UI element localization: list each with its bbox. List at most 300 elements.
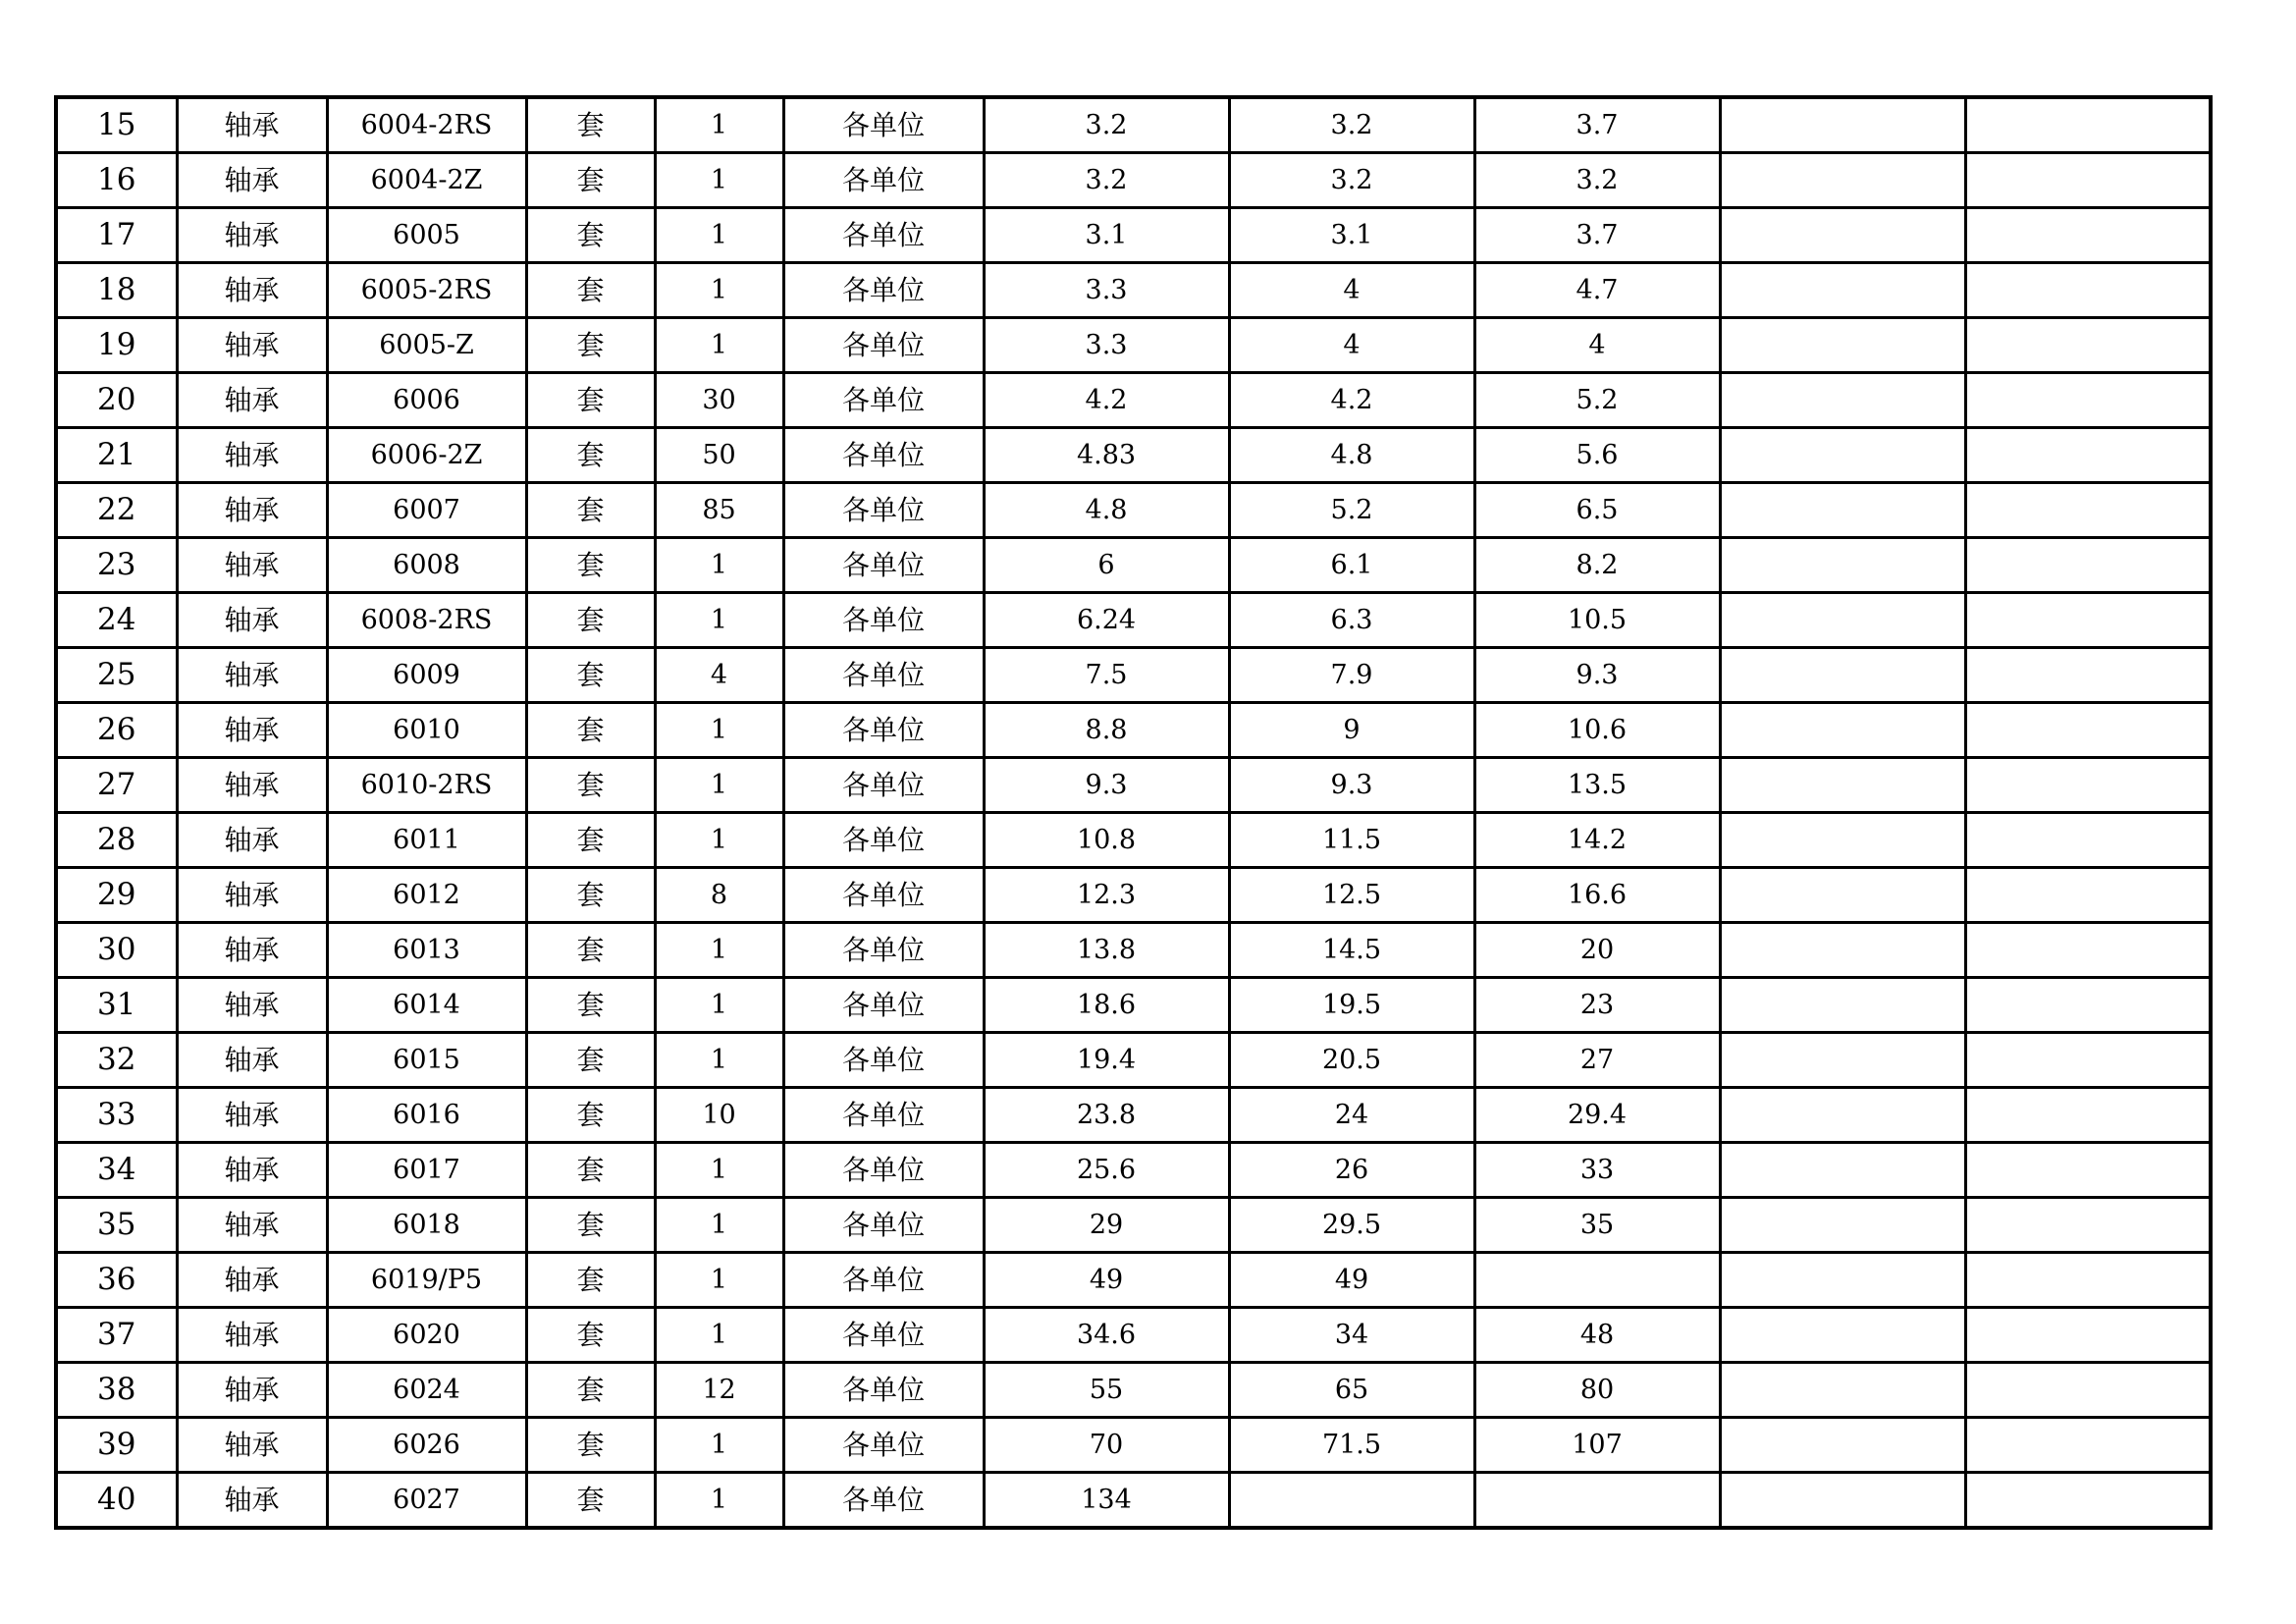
extra-1-cell bbox=[1720, 1418, 1965, 1473]
price-3-cell bbox=[1474, 1473, 1720, 1529]
price-2-cell: 34 bbox=[1229, 1308, 1474, 1363]
price-3-cell: 6.5 bbox=[1474, 483, 1720, 538]
price-3-cell: 29.4 bbox=[1474, 1088, 1720, 1143]
extra-2-cell bbox=[1965, 318, 2211, 373]
extra-2-cell bbox=[1965, 703, 2211, 758]
price-2-cell: 4 bbox=[1229, 263, 1474, 318]
department-cell: 各单位 bbox=[783, 1143, 984, 1198]
price-1-cell: 34.6 bbox=[984, 1308, 1229, 1363]
table-row bbox=[56, 813, 2211, 868]
row-number-cell: 23 bbox=[56, 538, 177, 593]
unit-cell: 套 bbox=[526, 263, 655, 318]
unit-cell: 套 bbox=[526, 703, 655, 758]
department-cell: 各单位 bbox=[783, 1473, 984, 1529]
department-cell: 各单位 bbox=[783, 758, 984, 813]
table-row bbox=[56, 1088, 2211, 1143]
price-3-cell: 8.2 bbox=[1474, 538, 1720, 593]
price-3-cell: 10.6 bbox=[1474, 703, 1720, 758]
model-number-cell: 6004-2Z bbox=[327, 153, 526, 208]
price-2-cell: 26 bbox=[1229, 1143, 1474, 1198]
price-1-cell: 10.8 bbox=[984, 813, 1229, 868]
price-2-cell: 3.2 bbox=[1229, 97, 1474, 153]
model-number-cell: 6013 bbox=[327, 923, 526, 978]
item-name-cell: 轴承 bbox=[177, 263, 327, 318]
extra-2-cell bbox=[1965, 868, 2211, 923]
price-2-cell: 20.5 bbox=[1229, 1033, 1474, 1088]
unit-cell: 套 bbox=[526, 1473, 655, 1529]
table-row bbox=[56, 1473, 2211, 1529]
department-cell: 各单位 bbox=[783, 373, 984, 428]
row-number-cell: 33 bbox=[56, 1088, 177, 1143]
department-cell: 各单位 bbox=[783, 1308, 984, 1363]
price-3-cell: 9.3 bbox=[1474, 648, 1720, 703]
table-row bbox=[56, 593, 2211, 648]
price-2-cell: 9 bbox=[1229, 703, 1474, 758]
table-row bbox=[56, 1253, 2211, 1308]
unit-cell: 套 bbox=[526, 923, 655, 978]
item-name-cell: 轴承 bbox=[177, 318, 327, 373]
unit-cell: 套 bbox=[526, 758, 655, 813]
price-2-cell: 19.5 bbox=[1229, 978, 1474, 1033]
price-3-cell: 5.6 bbox=[1474, 428, 1720, 483]
extra-1-cell bbox=[1720, 538, 1965, 593]
quantity-cell: 1 bbox=[655, 813, 783, 868]
department-cell: 各单位 bbox=[783, 428, 984, 483]
price-3-cell: 4 bbox=[1474, 318, 1720, 373]
price-2-cell: 6.1 bbox=[1229, 538, 1474, 593]
item-name-cell: 轴承 bbox=[177, 373, 327, 428]
quantity-cell: 1 bbox=[655, 318, 783, 373]
department-cell: 各单位 bbox=[783, 703, 984, 758]
table-row bbox=[56, 538, 2211, 593]
department-cell: 各单位 bbox=[783, 648, 984, 703]
unit-cell: 套 bbox=[526, 208, 655, 263]
table-row bbox=[56, 1198, 2211, 1253]
quantity-cell: 1 bbox=[655, 703, 783, 758]
extra-1-cell bbox=[1720, 483, 1965, 538]
price-3-cell: 4.7 bbox=[1474, 263, 1720, 318]
item-name-cell: 轴承 bbox=[177, 428, 327, 483]
unit-cell: 套 bbox=[526, 1363, 655, 1418]
price-3-cell: 48 bbox=[1474, 1308, 1720, 1363]
item-name-cell: 轴承 bbox=[177, 648, 327, 703]
quantity-cell: 1 bbox=[655, 1418, 783, 1473]
extra-1-cell bbox=[1720, 1143, 1965, 1198]
table-row bbox=[56, 483, 2211, 538]
unit-cell: 套 bbox=[526, 1253, 655, 1308]
extra-2-cell bbox=[1965, 1308, 2211, 1363]
department-cell: 各单位 bbox=[783, 483, 984, 538]
model-number-cell: 6011 bbox=[327, 813, 526, 868]
price-3-cell: 14.2 bbox=[1474, 813, 1720, 868]
extra-2-cell bbox=[1965, 97, 2211, 153]
price-1-cell: 18.6 bbox=[984, 978, 1229, 1033]
model-number-cell: 6007 bbox=[327, 483, 526, 538]
price-2-cell: 65 bbox=[1229, 1363, 1474, 1418]
model-number-cell: 6008-2RS bbox=[327, 593, 526, 648]
row-number-cell: 34 bbox=[56, 1143, 177, 1198]
department-cell: 各单位 bbox=[783, 1253, 984, 1308]
quantity-cell: 8 bbox=[655, 868, 783, 923]
item-name-cell: 轴承 bbox=[177, 1143, 327, 1198]
table-row bbox=[56, 868, 2211, 923]
price-3-cell bbox=[1474, 1253, 1720, 1308]
model-number-cell: 6018 bbox=[327, 1198, 526, 1253]
model-number-cell: 6009 bbox=[327, 648, 526, 703]
unit-cell: 套 bbox=[526, 1088, 655, 1143]
model-number-cell: 6004-2RS bbox=[327, 97, 526, 153]
model-number-cell: 6006-2Z bbox=[327, 428, 526, 483]
unit-cell: 套 bbox=[526, 318, 655, 373]
extra-2-cell bbox=[1965, 1143, 2211, 1198]
extra-2-cell bbox=[1965, 153, 2211, 208]
row-number-cell: 38 bbox=[56, 1363, 177, 1418]
extra-1-cell bbox=[1720, 978, 1965, 1033]
table-row bbox=[56, 978, 2211, 1033]
price-3-cell: 3.7 bbox=[1474, 208, 1720, 263]
price-1-cell: 29 bbox=[984, 1198, 1229, 1253]
price-2-cell: 12.5 bbox=[1229, 868, 1474, 923]
extra-2-cell bbox=[1965, 978, 2211, 1033]
unit-cell: 套 bbox=[526, 373, 655, 428]
item-name-cell: 轴承 bbox=[177, 1253, 327, 1308]
item-name-cell: 轴承 bbox=[177, 923, 327, 978]
row-number-cell: 21 bbox=[56, 428, 177, 483]
item-name-cell: 轴承 bbox=[177, 483, 327, 538]
unit-cell: 套 bbox=[526, 813, 655, 868]
table-row bbox=[56, 758, 2211, 813]
row-number-cell: 26 bbox=[56, 703, 177, 758]
model-number-cell: 6005-2RS bbox=[327, 263, 526, 318]
price-1-cell: 12.3 bbox=[984, 868, 1229, 923]
table-row bbox=[56, 208, 2211, 263]
model-number-cell: 6010-2RS bbox=[327, 758, 526, 813]
department-cell: 各单位 bbox=[783, 1198, 984, 1253]
quantity-cell: 1 bbox=[655, 208, 783, 263]
price-3-cell: 80 bbox=[1474, 1363, 1720, 1418]
model-number-cell: 6015 bbox=[327, 1033, 526, 1088]
quantity-cell: 1 bbox=[655, 153, 783, 208]
department-cell: 各单位 bbox=[783, 1088, 984, 1143]
table-row bbox=[56, 263, 2211, 318]
price-1-cell: 3.2 bbox=[984, 97, 1229, 153]
extra-1-cell bbox=[1720, 208, 1965, 263]
price-1-cell: 49 bbox=[984, 1253, 1229, 1308]
row-number-cell: 39 bbox=[56, 1418, 177, 1473]
quantity-cell: 1 bbox=[655, 1033, 783, 1088]
item-name-cell: 轴承 bbox=[177, 1198, 327, 1253]
unit-cell: 套 bbox=[526, 428, 655, 483]
table-row bbox=[56, 428, 2211, 483]
model-number-cell: 6005 bbox=[327, 208, 526, 263]
row-number-cell: 31 bbox=[56, 978, 177, 1033]
item-name-cell: 轴承 bbox=[177, 758, 327, 813]
price-1-cell: 70 bbox=[984, 1418, 1229, 1473]
quantity-cell: 1 bbox=[655, 1198, 783, 1253]
price-3-cell: 13.5 bbox=[1474, 758, 1720, 813]
price-1-cell: 7.5 bbox=[984, 648, 1229, 703]
extra-2-cell bbox=[1965, 263, 2211, 318]
quantity-cell: 30 bbox=[655, 373, 783, 428]
price-2-cell: 6.3 bbox=[1229, 593, 1474, 648]
row-number-cell: 28 bbox=[56, 813, 177, 868]
row-number-cell: 29 bbox=[56, 868, 177, 923]
price-1-cell: 9.3 bbox=[984, 758, 1229, 813]
price-2-cell: 4 bbox=[1229, 318, 1474, 373]
price-1-cell: 3.1 bbox=[984, 208, 1229, 263]
model-number-cell: 6014 bbox=[327, 978, 526, 1033]
unit-cell: 套 bbox=[526, 648, 655, 703]
quantity-cell: 12 bbox=[655, 1363, 783, 1418]
item-name-cell: 轴承 bbox=[177, 703, 327, 758]
extra-2-cell bbox=[1965, 1198, 2211, 1253]
price-2-cell: 24 bbox=[1229, 1088, 1474, 1143]
row-number-cell: 27 bbox=[56, 758, 177, 813]
quantity-cell: 4 bbox=[655, 648, 783, 703]
quantity-cell: 1 bbox=[655, 1308, 783, 1363]
price-3-cell: 10.5 bbox=[1474, 593, 1720, 648]
price-2-cell: 3.2 bbox=[1229, 153, 1474, 208]
department-cell: 各单位 bbox=[783, 1033, 984, 1088]
extra-2-cell bbox=[1965, 428, 2211, 483]
extra-2-cell bbox=[1965, 373, 2211, 428]
extra-1-cell bbox=[1720, 263, 1965, 318]
price-1-cell: 13.8 bbox=[984, 923, 1229, 978]
model-number-cell: 6017 bbox=[327, 1143, 526, 1198]
item-name-cell: 轴承 bbox=[177, 538, 327, 593]
price-3-cell: 35 bbox=[1474, 1198, 1720, 1253]
item-name-cell: 轴承 bbox=[177, 1363, 327, 1418]
price-1-cell: 4.2 bbox=[984, 373, 1229, 428]
item-name-cell: 轴承 bbox=[177, 813, 327, 868]
price-3-cell: 107 bbox=[1474, 1418, 1720, 1473]
model-number-cell: 6019/P5 bbox=[327, 1253, 526, 1308]
table-row bbox=[56, 153, 2211, 208]
quantity-cell: 1 bbox=[655, 593, 783, 648]
price-1-cell: 6 bbox=[984, 538, 1229, 593]
extra-1-cell bbox=[1720, 318, 1965, 373]
item-name-cell: 轴承 bbox=[177, 1033, 327, 1088]
extra-2-cell bbox=[1965, 538, 2211, 593]
extra-2-cell bbox=[1965, 1033, 2211, 1088]
quantity-cell: 1 bbox=[655, 1143, 783, 1198]
department-cell: 各单位 bbox=[783, 923, 984, 978]
price-1-cell: 3.3 bbox=[984, 318, 1229, 373]
price-1-cell: 134 bbox=[984, 1473, 1229, 1529]
price-2-cell: 29.5 bbox=[1229, 1198, 1474, 1253]
unit-cell: 套 bbox=[526, 1418, 655, 1473]
extra-2-cell bbox=[1965, 1363, 2211, 1418]
extra-1-cell bbox=[1720, 813, 1965, 868]
price-1-cell: 4.8 bbox=[984, 483, 1229, 538]
price-2-cell: 11.5 bbox=[1229, 813, 1474, 868]
unit-cell: 套 bbox=[526, 1198, 655, 1253]
row-number-cell: 24 bbox=[56, 593, 177, 648]
row-number-cell: 40 bbox=[56, 1473, 177, 1529]
extra-2-cell bbox=[1965, 1418, 2211, 1473]
row-number-cell: 36 bbox=[56, 1253, 177, 1308]
table-row bbox=[56, 648, 2211, 703]
quantity-cell: 1 bbox=[655, 538, 783, 593]
department-cell: 各单位 bbox=[783, 97, 984, 153]
extra-1-cell bbox=[1720, 648, 1965, 703]
extra-1-cell bbox=[1720, 1198, 1965, 1253]
unit-cell: 套 bbox=[526, 153, 655, 208]
department-cell: 各单位 bbox=[783, 208, 984, 263]
extra-2-cell bbox=[1965, 813, 2211, 868]
extra-1-cell bbox=[1720, 703, 1965, 758]
row-number-cell: 37 bbox=[56, 1308, 177, 1363]
department-cell: 各单位 bbox=[783, 538, 984, 593]
quantity-cell: 1 bbox=[655, 1473, 783, 1529]
row-number-cell: 15 bbox=[56, 97, 177, 153]
quantity-cell: 1 bbox=[655, 1253, 783, 1308]
price-2-cell: 4.8 bbox=[1229, 428, 1474, 483]
department-cell: 各单位 bbox=[783, 868, 984, 923]
item-name-cell: 轴承 bbox=[177, 868, 327, 923]
row-number-cell: 18 bbox=[56, 263, 177, 318]
extra-2-cell bbox=[1965, 208, 2211, 263]
table-row bbox=[56, 1143, 2211, 1198]
quantity-cell: 1 bbox=[655, 758, 783, 813]
quantity-cell: 1 bbox=[655, 97, 783, 153]
department-cell: 各单位 bbox=[783, 978, 984, 1033]
model-number-cell: 6027 bbox=[327, 1473, 526, 1529]
price-1-cell: 4.83 bbox=[984, 428, 1229, 483]
item-name-cell: 轴承 bbox=[177, 1418, 327, 1473]
department-cell: 各单位 bbox=[783, 263, 984, 318]
unit-cell: 套 bbox=[526, 1033, 655, 1088]
price-2-cell: 9.3 bbox=[1229, 758, 1474, 813]
item-name-cell: 轴承 bbox=[177, 97, 327, 153]
price-3-cell: 3.7 bbox=[1474, 97, 1720, 153]
item-name-cell: 轴承 bbox=[177, 978, 327, 1033]
extra-1-cell bbox=[1720, 1473, 1965, 1529]
extra-1-cell bbox=[1720, 593, 1965, 648]
extra-1-cell bbox=[1720, 153, 1965, 208]
row-number-cell: 30 bbox=[56, 923, 177, 978]
table-row bbox=[56, 1033, 2211, 1088]
extra-1-cell bbox=[1720, 923, 1965, 978]
price-3-cell: 33 bbox=[1474, 1143, 1720, 1198]
department-cell: 各单位 bbox=[783, 1363, 984, 1418]
unit-cell: 套 bbox=[526, 868, 655, 923]
unit-cell: 套 bbox=[526, 538, 655, 593]
table-row bbox=[56, 703, 2211, 758]
unit-cell: 套 bbox=[526, 1143, 655, 1198]
table-row bbox=[56, 923, 2211, 978]
extra-1-cell bbox=[1720, 1308, 1965, 1363]
model-number-cell: 6008 bbox=[327, 538, 526, 593]
extra-1-cell bbox=[1720, 373, 1965, 428]
quantity-cell: 10 bbox=[655, 1088, 783, 1143]
table-row bbox=[56, 1308, 2211, 1363]
department-cell: 各单位 bbox=[783, 1418, 984, 1473]
table-body bbox=[56, 97, 2211, 1528]
model-number-cell: 6016 bbox=[327, 1088, 526, 1143]
price-1-cell: 8.8 bbox=[984, 703, 1229, 758]
price-2-cell: 5.2 bbox=[1229, 483, 1474, 538]
table-row bbox=[56, 97, 2211, 153]
row-number-cell: 17 bbox=[56, 208, 177, 263]
price-1-cell: 3.3 bbox=[984, 263, 1229, 318]
price-2-cell: 4.2 bbox=[1229, 373, 1474, 428]
department-cell: 各单位 bbox=[783, 813, 984, 868]
department-cell: 各单位 bbox=[783, 593, 984, 648]
item-name-cell: 轴承 bbox=[177, 1088, 327, 1143]
price-2-cell: 3.1 bbox=[1229, 208, 1474, 263]
price-2-cell: 7.9 bbox=[1229, 648, 1474, 703]
table-row bbox=[56, 1363, 2211, 1418]
model-number-cell: 6020 bbox=[327, 1308, 526, 1363]
row-number-cell: 19 bbox=[56, 318, 177, 373]
model-number-cell: 6024 bbox=[327, 1363, 526, 1418]
item-name-cell: 轴承 bbox=[177, 593, 327, 648]
table-row bbox=[56, 373, 2211, 428]
unit-cell: 套 bbox=[526, 483, 655, 538]
price-1-cell: 23.8 bbox=[984, 1088, 1229, 1143]
extra-2-cell bbox=[1965, 593, 2211, 648]
extra-1-cell bbox=[1720, 97, 1965, 153]
extra-2-cell bbox=[1965, 483, 2211, 538]
extra-2-cell bbox=[1965, 923, 2211, 978]
quantity-cell: 1 bbox=[655, 263, 783, 318]
model-number-cell: 6026 bbox=[327, 1418, 526, 1473]
price-1-cell: 3.2 bbox=[984, 153, 1229, 208]
extra-2-cell bbox=[1965, 1253, 2211, 1308]
extra-1-cell bbox=[1720, 1088, 1965, 1143]
price-2-cell: 49 bbox=[1229, 1253, 1474, 1308]
price-3-cell: 3.2 bbox=[1474, 153, 1720, 208]
item-name-cell: 轴承 bbox=[177, 153, 327, 208]
extra-1-cell bbox=[1720, 868, 1965, 923]
quantity-cell: 1 bbox=[655, 978, 783, 1033]
price-3-cell: 20 bbox=[1474, 923, 1720, 978]
quantity-cell: 50 bbox=[655, 428, 783, 483]
model-number-cell: 6005-Z bbox=[327, 318, 526, 373]
unit-cell: 套 bbox=[526, 1308, 655, 1363]
table-row bbox=[56, 318, 2211, 373]
row-number-cell: 22 bbox=[56, 483, 177, 538]
quantity-cell: 85 bbox=[655, 483, 783, 538]
extra-2-cell bbox=[1965, 648, 2211, 703]
model-number-cell: 6006 bbox=[327, 373, 526, 428]
price-2-cell: 71.5 bbox=[1229, 1418, 1474, 1473]
extra-1-cell bbox=[1720, 1253, 1965, 1308]
row-number-cell: 20 bbox=[56, 373, 177, 428]
table-row bbox=[56, 1418, 2211, 1473]
row-number-cell: 16 bbox=[56, 153, 177, 208]
model-number-cell: 6010 bbox=[327, 703, 526, 758]
price-2-cell bbox=[1229, 1473, 1474, 1529]
extra-2-cell bbox=[1965, 1473, 2211, 1529]
extra-2-cell bbox=[1965, 1088, 2211, 1143]
extra-1-cell bbox=[1720, 1033, 1965, 1088]
price-3-cell: 23 bbox=[1474, 978, 1720, 1033]
price-1-cell: 55 bbox=[984, 1363, 1229, 1418]
price-1-cell: 19.4 bbox=[984, 1033, 1229, 1088]
unit-cell: 套 bbox=[526, 593, 655, 648]
item-name-cell: 轴承 bbox=[177, 1473, 327, 1529]
department-cell: 各单位 bbox=[783, 153, 984, 208]
item-name-cell: 轴承 bbox=[177, 1308, 327, 1363]
price-3-cell: 16.6 bbox=[1474, 868, 1720, 923]
price-3-cell: 5.2 bbox=[1474, 373, 1720, 428]
model-number-cell: 6012 bbox=[327, 868, 526, 923]
unit-cell: 套 bbox=[526, 978, 655, 1033]
item-name-cell: 轴承 bbox=[177, 208, 327, 263]
price-1-cell: 25.6 bbox=[984, 1143, 1229, 1198]
